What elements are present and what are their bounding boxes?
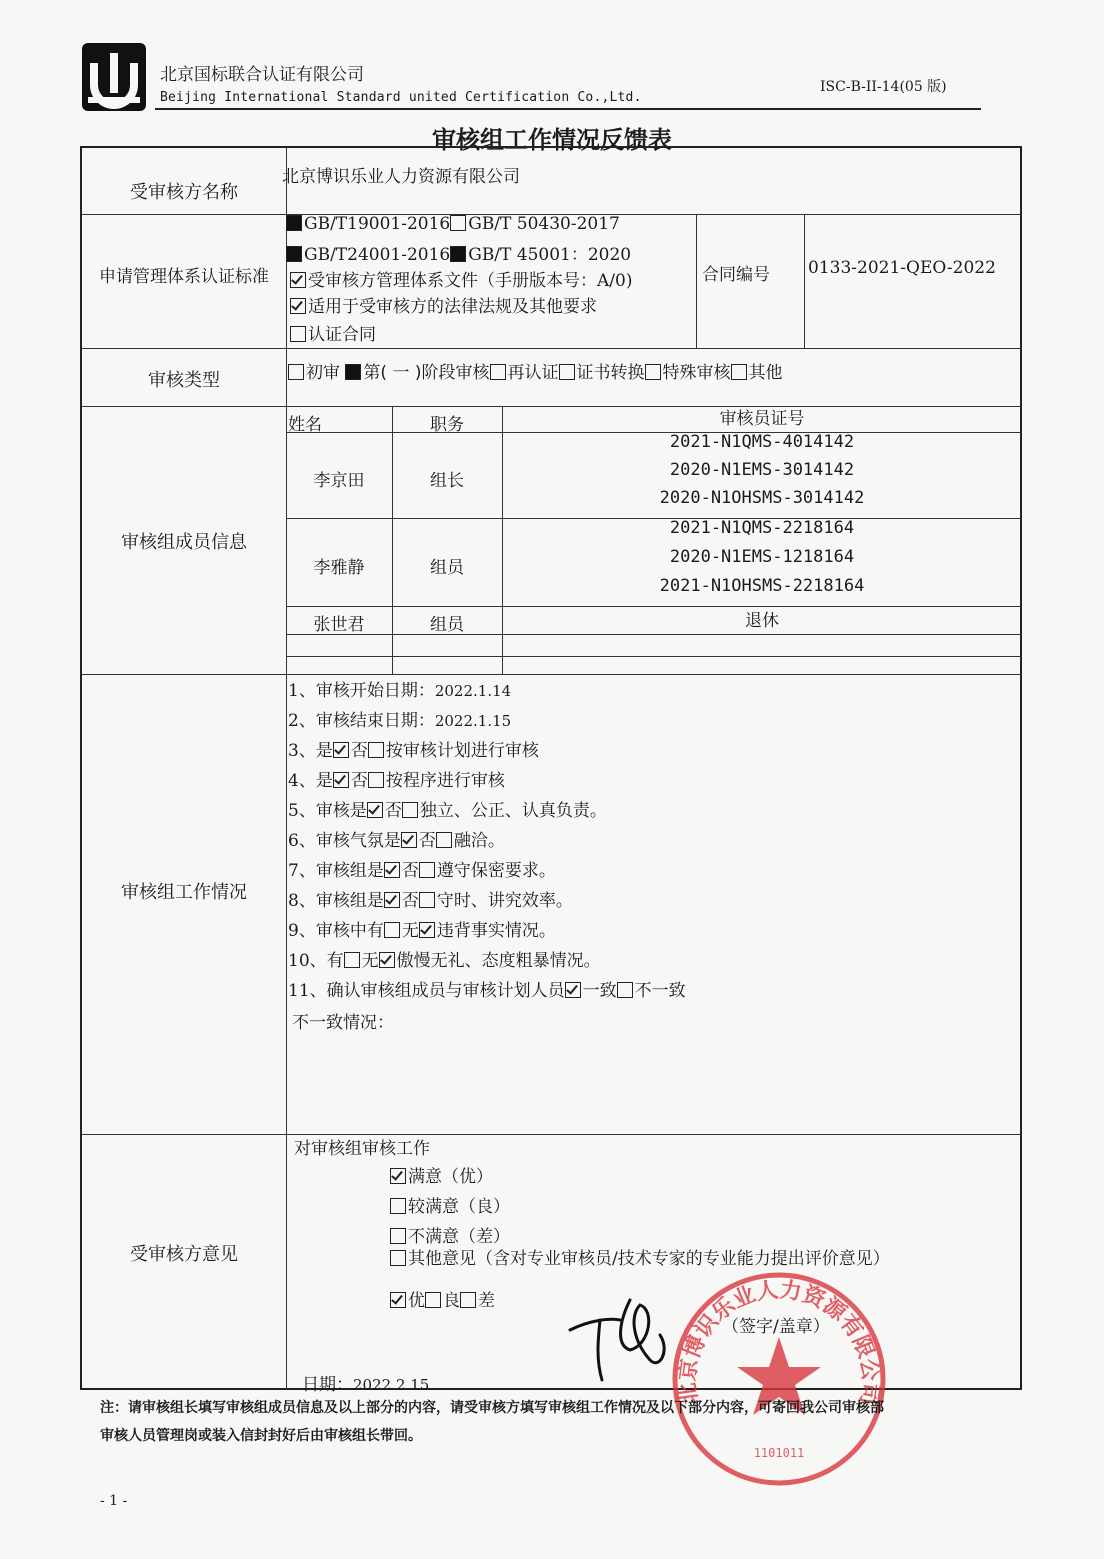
audit-type-options <box>288 358 783 383</box>
member-cert: 退休 <box>745 611 779 631</box>
team-label: 审核组成员信息 <box>121 532 247 553</box>
checkbox[interactable] <box>419 862 435 878</box>
member-name: 李雅静 <box>313 558 365 578</box>
item-text: 融洽。 <box>453 831 505 851</box>
work-item-7 <box>288 856 556 881</box>
item-text: 5、审核是 <box>288 801 367 821</box>
work-item-6 <box>288 826 505 851</box>
seal-code: 1101011 <box>753 1446 805 1460</box>
checkbox-ticked[interactable] <box>401 832 417 848</box>
opinion-label: 受审核方意见 <box>130 1244 238 1265</box>
item-text: 差 <box>478 1291 495 1311</box>
company-seal <box>667 1267 891 1491</box>
checkbox[interactable] <box>390 1228 406 1244</box>
checkbox-ticked[interactable] <box>384 862 400 878</box>
seal-text: 北京博识乐业人力资源有限公司 <box>675 1277 883 1407</box>
contract-no-label: 合同编号 <box>702 265 770 285</box>
opt-stage-pre: 第( <box>363 363 388 383</box>
item-text: 遵守保密要求。 <box>436 861 556 881</box>
item-text: 不一致 <box>634 981 686 1001</box>
doc-line <box>290 266 632 291</box>
checkbox-checked[interactable] <box>345 364 361 380</box>
checkbox-ticked[interactable] <box>367 802 383 818</box>
item-text: 无 <box>361 951 379 971</box>
checkbox-checked[interactable] <box>286 246 302 262</box>
work-item-8 <box>288 886 573 911</box>
feedback-form <box>80 146 1022 1395</box>
checkbox[interactable] <box>368 772 384 788</box>
header-rule <box>155 108 981 110</box>
opt-transfer: 证书转换 <box>576 363 645 383</box>
checkbox[interactable] <box>425 1292 441 1308</box>
sign-label: （签字/盖章） <box>722 1317 830 1337</box>
checkbox[interactable] <box>390 1250 406 1266</box>
column-divider <box>696 214 697 348</box>
member-role: 组长 <box>430 471 464 491</box>
member-role: 组员 <box>430 558 464 578</box>
item-text: 优 <box>408 1291 425 1311</box>
footer-note-1: 注：请审核组长填写审核组成员信息及以上部分的内容，请受审核方填写审核组工作情况及以下部分内容，可寄回我公司审核部 <box>100 1400 884 1416</box>
standards-label: 申请管理体系认证标准 <box>99 267 269 287</box>
member-cert: 2021-N1QMS-4014142 <box>669 432 855 452</box>
checkbox[interactable] <box>419 892 435 908</box>
work-item-11 <box>288 976 686 1001</box>
col-cert-header: 审核员证号 <box>719 409 805 429</box>
end-date: 2022.1.15 <box>434 712 512 730</box>
auditee-label: 受审核方名称 <box>130 182 238 203</box>
item-text: 违背事实情况。 <box>436 921 556 941</box>
company-logo <box>80 41 148 113</box>
item-text: 满意（优） <box>408 1167 493 1187</box>
checkbox[interactable] <box>344 952 360 968</box>
audit-type-label: 审核类型 <box>148 370 220 391</box>
checkbox-ticked[interactable] <box>390 1292 406 1308</box>
checkbox-checked[interactable] <box>286 215 302 231</box>
item-text: 7、审核组是 <box>288 861 384 881</box>
footer-note-2: 审核人员管理岗或装入信封封好后由审核组长带回。 <box>100 1428 422 1444</box>
member-cert: 2020-N1EMS-1218164 <box>669 547 855 567</box>
row-divider <box>82 1134 1022 1135</box>
checkbox[interactable] <box>617 982 633 998</box>
row-divider <box>82 674 1022 675</box>
opt-stage-post: )阶段审核 <box>414 363 490 383</box>
item-text: 否 <box>350 771 368 791</box>
checkbox-ticked[interactable] <box>565 982 581 998</box>
contract-line <box>290 320 376 345</box>
opinion-head: 对审核组审核工作 <box>294 1139 430 1159</box>
item-text: 否 <box>401 861 419 881</box>
opt-other: 其他 <box>748 363 783 383</box>
col-role-header: 职务 <box>430 415 464 435</box>
work-item-1 <box>288 676 511 701</box>
standard-gb24001: GB/T24001-2016 <box>304 245 451 265</box>
item-text: 一致 <box>582 981 617 1001</box>
law-line <box>290 292 597 317</box>
item-text: 否 <box>384 801 402 821</box>
checkbox-checked[interactable] <box>450 246 466 262</box>
work-item-3 <box>288 736 539 761</box>
opt-recert: 再认证 <box>507 363 559 383</box>
item-text: 3、是 <box>288 741 333 761</box>
standard-gb19001: GB/T19001-2016 <box>304 214 451 234</box>
checkbox[interactable] <box>645 364 661 380</box>
inconsistent-label: 不一致情况： <box>292 1013 394 1033</box>
item-text: 独立、公正、认真负责。 <box>419 801 607 821</box>
page-title: 审核组工作情况反馈表 <box>432 126 672 154</box>
opinion-date <box>302 1370 429 1395</box>
opt-special: 特殊审核 <box>662 363 731 383</box>
item-text: 6、审核气氛是 <box>288 831 401 851</box>
auditee-name: 北京博识乐业人力资源有限公司 <box>282 167 520 187</box>
company-name-cn: 北京国标联合认证有限公司 <box>160 65 364 85</box>
item-text: 2、审核结束日期： <box>288 711 435 731</box>
item-text: 其他意见（含对专业审核员/技术专家的专业能力提出评价意见） <box>408 1249 890 1269</box>
work-item-9 <box>288 916 556 941</box>
doc-line-text: 受审核方管理体系文件（手册版本号：A/0) <box>308 271 633 291</box>
checkbox[interactable] <box>384 922 400 938</box>
item-text: 傲慢无礼、态度粗暴情况。 <box>396 951 601 971</box>
checkbox[interactable] <box>368 742 384 758</box>
checkbox[interactable] <box>390 1198 406 1214</box>
member-role: 组员 <box>430 615 464 635</box>
opinion-opt-other <box>390 1244 890 1269</box>
col-name-header: 姓名 <box>288 415 322 435</box>
item-text: 良 <box>443 1291 460 1311</box>
checkbox-ticked[interactable] <box>290 272 306 288</box>
work-item-10 <box>288 946 601 971</box>
work-label: 审核组工作情况 <box>121 882 247 903</box>
opinion-opt-fair <box>390 1192 510 1217</box>
member-cert: 2021-N1QMS-2218164 <box>669 518 855 538</box>
page-number: - 1 - <box>100 1493 128 1509</box>
checkbox-ticked[interactable] <box>333 772 349 788</box>
item-text: 无 <box>401 921 419 941</box>
opt-stage-num: 一 <box>392 363 410 383</box>
contract-no: 0133-2021-QEO-2022 <box>808 258 996 278</box>
checkbox-ticked[interactable] <box>379 952 395 968</box>
checkbox-ticked[interactable] <box>290 298 306 314</box>
item-text: 按程序进行审核 <box>385 771 505 791</box>
member-cert: 2020-N1OHSMS-3014142 <box>659 488 865 508</box>
checkbox-ticked[interactable] <box>384 892 400 908</box>
start-date: 2022.1.14 <box>434 682 512 700</box>
item-text: 不满意（差） <box>408 1227 510 1247</box>
contract-line-text: 认证合同 <box>308 325 376 345</box>
item-text: 否 <box>401 891 419 911</box>
checkbox[interactable] <box>450 215 466 231</box>
checkbox[interactable] <box>559 364 575 380</box>
checkbox[interactable] <box>490 364 506 380</box>
item-text: 否 <box>418 831 436 851</box>
item-text: 否 <box>350 741 368 761</box>
standard-gb45001: GB/T 45001：2020 <box>468 245 632 265</box>
item-text: 按审核计划进行审核 <box>385 741 539 761</box>
item-text: 8、审核组是 <box>288 891 384 911</box>
standard-line-1 <box>286 214 620 234</box>
row-divider <box>82 348 1022 349</box>
checkbox-ticked[interactable] <box>333 742 349 758</box>
item-text: 较满意（良） <box>408 1197 510 1217</box>
checkbox[interactable] <box>290 326 306 342</box>
opt-initial: 初审 <box>306 363 340 383</box>
member-cert: 2021-N1OHSMS-2218164 <box>659 576 865 596</box>
item-text: 10、有 <box>288 951 344 971</box>
company-name-en: Beijing International Standard united Certification Co.,Ltd. <box>160 90 642 105</box>
member-cert: 2020-N1EMS-3014142 <box>669 460 855 480</box>
work-item-5 <box>288 796 607 821</box>
checkbox-ticked[interactable] <box>419 922 435 938</box>
work-item-2 <box>288 706 511 731</box>
item-text: 守时、讲究效率。 <box>436 891 573 911</box>
date-value: 2022.2.15 <box>353 1376 430 1394</box>
member-name: 李京田 <box>313 471 365 491</box>
item-text: 4、是 <box>288 771 333 791</box>
opinion-opt-satisfied <box>390 1162 493 1187</box>
label-column-divider <box>286 148 287 1390</box>
checkbox[interactable] <box>731 364 747 380</box>
checkbox-ticked[interactable] <box>390 1168 406 1184</box>
member-name: 张世君 <box>313 615 365 635</box>
item-text: 9、审核中有 <box>288 921 384 941</box>
date-label: 日期： <box>302 1375 353 1395</box>
form-code: ISC-B-II-14(05 版) <box>820 79 947 95</box>
opinion-eval <box>390 1286 495 1311</box>
law-line-text: 适用于受审核方的法律法规及其他要求 <box>308 297 597 317</box>
item-text: 1、审核开始日期： <box>288 681 435 701</box>
checkbox[interactable] <box>436 832 452 848</box>
checkbox[interactable] <box>288 364 304 380</box>
team-row-divider <box>286 656 1022 657</box>
standard-line-2 <box>286 240 631 265</box>
work-item-4 <box>288 766 505 791</box>
checkbox[interactable] <box>460 1292 476 1308</box>
column-divider <box>804 214 805 348</box>
standard-gb50430: GB/T 50430-2017 <box>468 214 620 234</box>
checkbox[interactable] <box>402 802 418 818</box>
item-text: 11、确认审核组成员与审核计划人员 <box>288 981 565 1001</box>
